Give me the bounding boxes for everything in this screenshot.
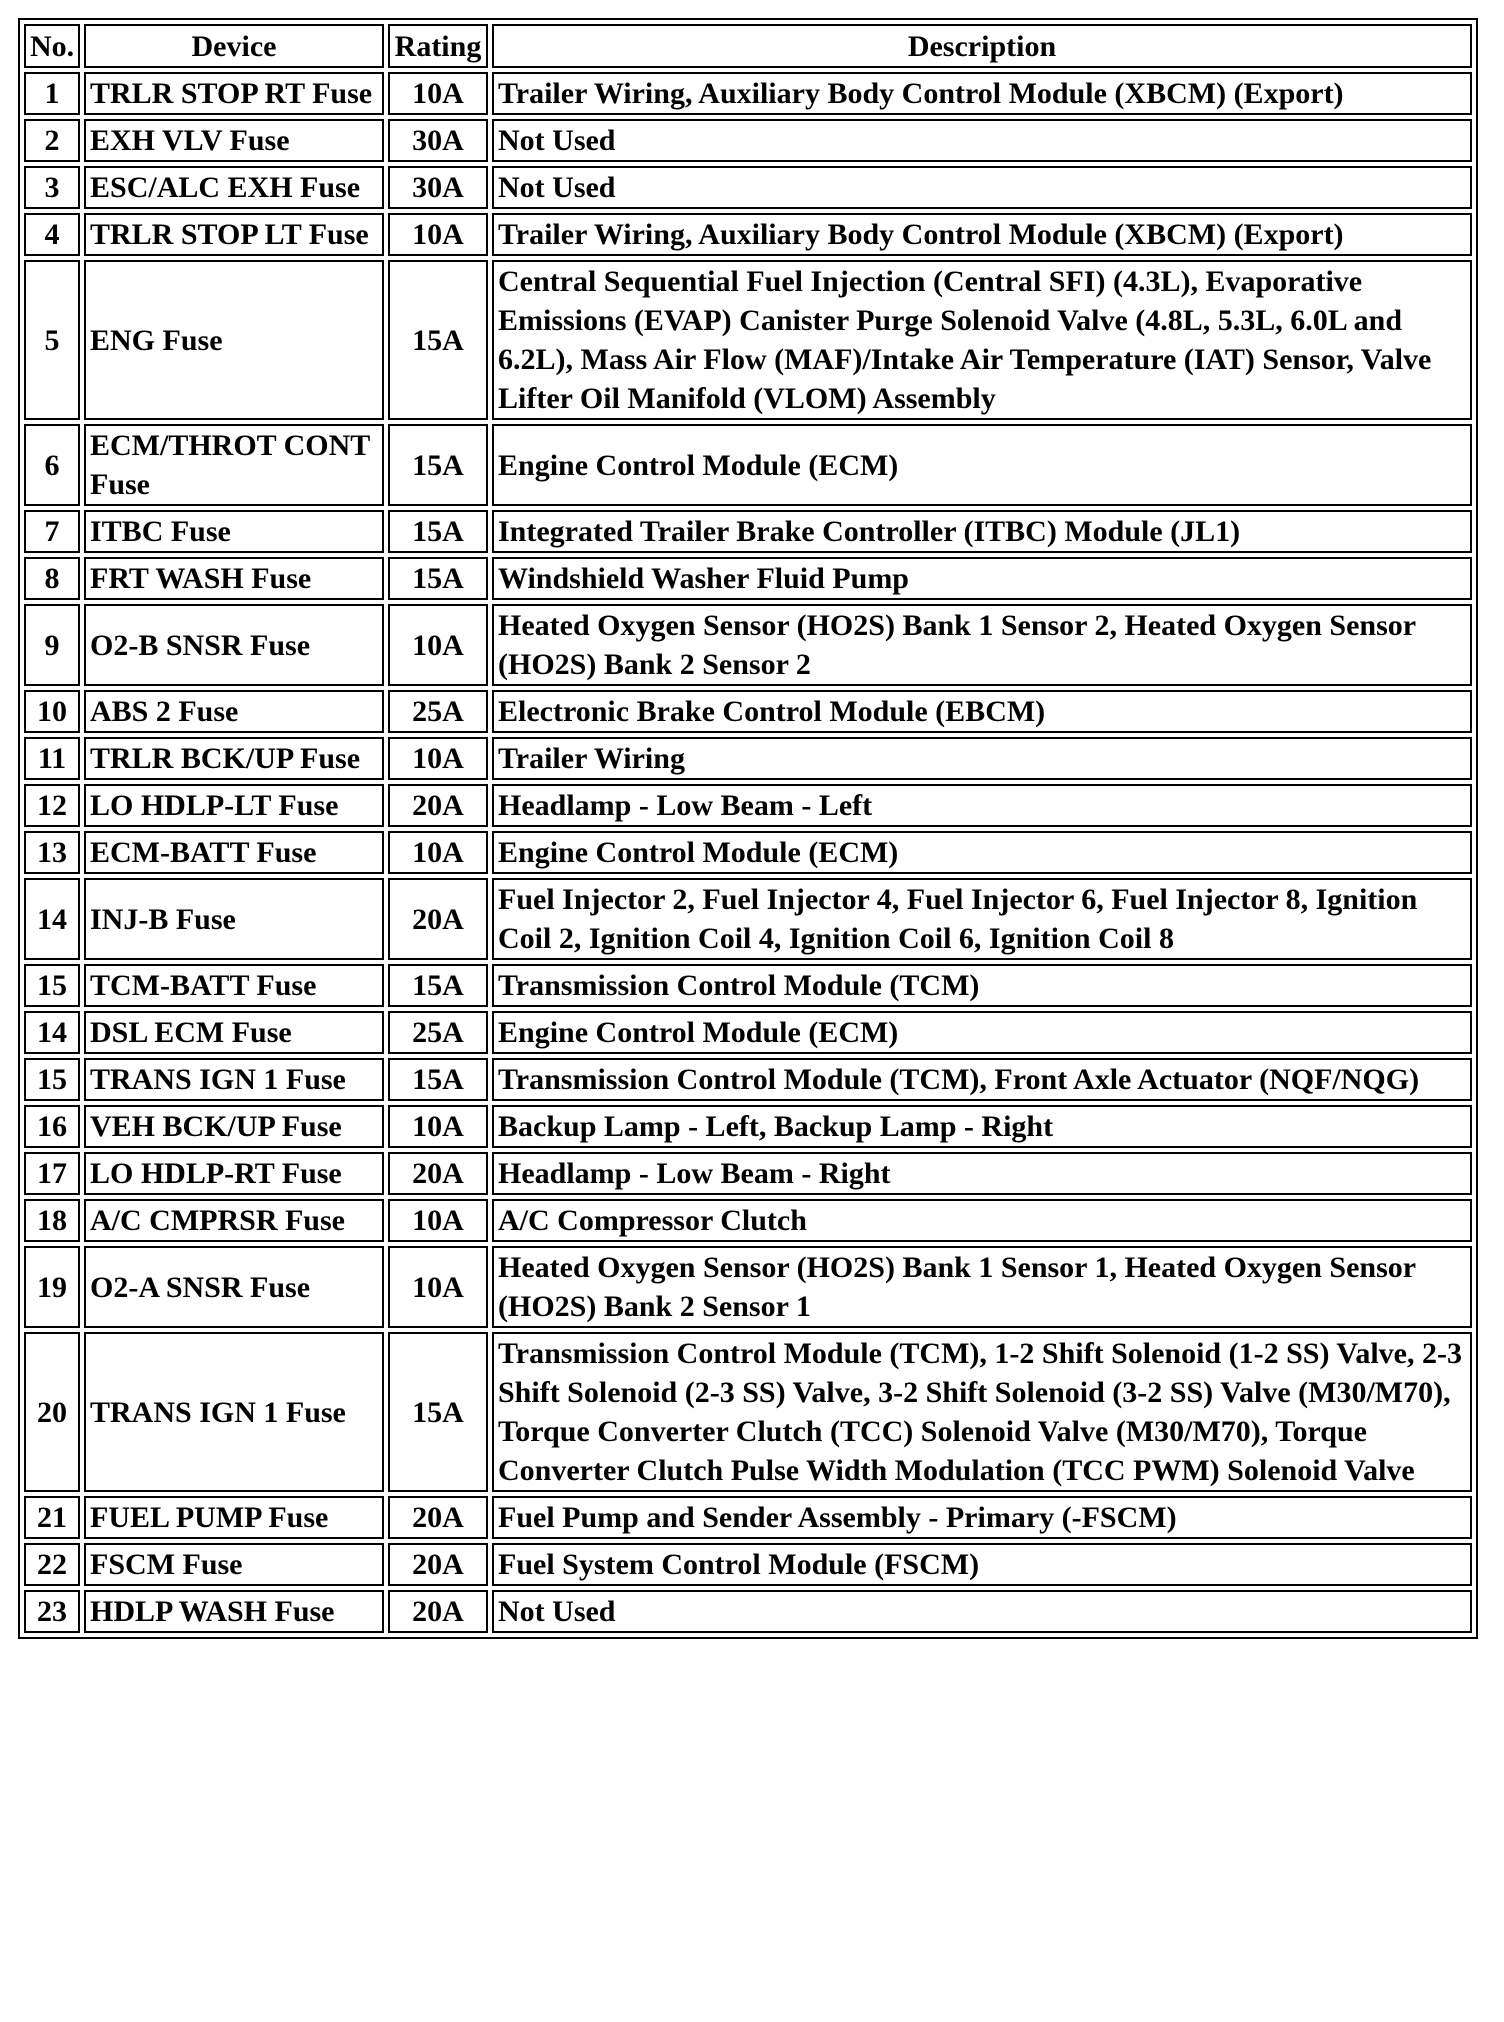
fuse-rating: 20A xyxy=(388,1152,488,1195)
device-name: INJ-B Fuse xyxy=(84,878,384,960)
device-name: TRANS IGN 1 Fuse xyxy=(84,1332,384,1492)
device-name: LO HDLP-LT Fuse xyxy=(84,784,384,827)
device-description: Headlamp - Low Beam - Right xyxy=(492,1152,1472,1195)
table-row xyxy=(24,784,1472,827)
fuse-table-container xyxy=(18,18,1478,1639)
device-name: FSCM Fuse xyxy=(84,1543,384,1586)
fuse-rating: 30A xyxy=(388,166,488,209)
fuse-rating: 15A xyxy=(388,260,488,420)
table-row xyxy=(24,1058,1472,1101)
fuse-rating: 15A xyxy=(388,1058,488,1101)
table-row xyxy=(24,119,1472,162)
device-description: Not Used xyxy=(492,166,1472,209)
row-number: 5 xyxy=(24,260,80,420)
row-number: 18 xyxy=(24,1199,80,1242)
table-row xyxy=(24,557,1472,600)
device-name: TRLR STOP RT Fuse xyxy=(84,72,384,115)
table-row xyxy=(24,1496,1472,1539)
device-name: FRT WASH Fuse xyxy=(84,557,384,600)
device-name: EXH VLV Fuse xyxy=(84,119,384,162)
fuse-rating: 10A xyxy=(388,72,488,115)
fuse-rating: 15A xyxy=(388,510,488,553)
row-number: 7 xyxy=(24,510,80,553)
fuse-rating: 20A xyxy=(388,1496,488,1539)
row-number: 15 xyxy=(24,964,80,1007)
device-description: Fuel Pump and Sender Assembly - Primary (-FSCM) xyxy=(492,1496,1472,1539)
fuse-table xyxy=(18,18,1478,1639)
device-name: HDLP WASH Fuse xyxy=(84,1590,384,1633)
device-description: Engine Control Module (ECM) xyxy=(492,831,1472,874)
row-number: 14 xyxy=(24,878,80,960)
fuse-rating: 15A xyxy=(388,964,488,1007)
device-name: VEH BCK/UP Fuse xyxy=(84,1105,384,1148)
table-row xyxy=(24,1246,1472,1328)
row-number: 19 xyxy=(24,1246,80,1328)
device-name: TRLR STOP LT Fuse xyxy=(84,213,384,256)
row-number: 3 xyxy=(24,166,80,209)
header-device: Device xyxy=(84,24,384,68)
device-name: ESC/ALC EXH Fuse xyxy=(84,166,384,209)
device-description: Headlamp - Low Beam - Left xyxy=(492,784,1472,827)
device-description: Engine Control Module (ECM) xyxy=(492,1011,1472,1054)
row-number: 4 xyxy=(24,213,80,256)
fuse-rating: 25A xyxy=(388,1011,488,1054)
row-number: 15 xyxy=(24,1058,80,1101)
table-row xyxy=(24,604,1472,686)
table-row xyxy=(24,1199,1472,1242)
header-rating: Rating xyxy=(388,24,488,68)
device-name: ABS 2 Fuse xyxy=(84,690,384,733)
device-name: LO HDLP-RT Fuse xyxy=(84,1152,384,1195)
device-description: Heated Oxygen Sensor (HO2S) Bank 1 Sensor 1, Heated Oxygen Sensor (HO2S) Bank 2 Sensor 1 xyxy=(492,1246,1472,1328)
device-name: FUEL PUMP Fuse xyxy=(84,1496,384,1539)
device-description: Engine Control Module (ECM) xyxy=(492,424,1472,506)
device-description: Trailer Wiring, Auxiliary Body Control Module (XBCM) (Export) xyxy=(492,213,1472,256)
device-description: Trailer Wiring, Auxiliary Body Control Module (XBCM) (Export) xyxy=(492,72,1472,115)
table-row xyxy=(24,424,1472,506)
device-description: Integrated Trailer Brake Controller (ITBC) Module (JL1) xyxy=(492,510,1472,553)
device-description: Windshield Washer Fluid Pump xyxy=(492,557,1472,600)
row-number: 1 xyxy=(24,72,80,115)
device-description: Not Used xyxy=(492,1590,1472,1633)
row-number: 20 xyxy=(24,1332,80,1492)
row-number: 22 xyxy=(24,1543,80,1586)
table-row xyxy=(24,737,1472,780)
device-name: ECM-BATT Fuse xyxy=(84,831,384,874)
table-row xyxy=(24,213,1472,256)
fuse-rating: 20A xyxy=(388,1590,488,1633)
table-row xyxy=(24,166,1472,209)
device-name: ENG Fuse xyxy=(84,260,384,420)
fuse-rating: 10A xyxy=(388,1246,488,1328)
device-description: Not Used xyxy=(492,119,1472,162)
row-number: 8 xyxy=(24,557,80,600)
table-row xyxy=(24,1332,1472,1492)
device-name: A/C CMPRSR Fuse xyxy=(84,1199,384,1242)
table-row xyxy=(24,831,1472,874)
table-row xyxy=(24,964,1472,1007)
fuse-rating: 10A xyxy=(388,1199,488,1242)
row-number: 17 xyxy=(24,1152,80,1195)
row-number: 23 xyxy=(24,1590,80,1633)
fuse-rating: 10A xyxy=(388,604,488,686)
fuse-rating: 20A xyxy=(388,1543,488,1586)
row-number: 13 xyxy=(24,831,80,874)
fuse-rating: 10A xyxy=(388,213,488,256)
table-row xyxy=(24,1105,1472,1148)
row-number: 6 xyxy=(24,424,80,506)
device-description: Transmission Control Module (TCM), Front Axle Actuator (NQF/NQG) xyxy=(492,1058,1472,1101)
device-description: Heated Oxygen Sensor (HO2S) Bank 1 Sensor 2, Heated Oxygen Sensor (HO2S) Bank 2 Sensor 2 xyxy=(492,604,1472,686)
fuse-rating: 25A xyxy=(388,690,488,733)
device-description: Transmission Control Module (TCM), 1-2 Shift Solenoid (1-2 SS) Valve, 2-3 Shift Solenoid (2-3 SS) Valve, 3-2 Shift Solenoid (3-2 SS) Valve (M30/M70), Torque Converter Clutch (TCC) Solenoid Valve (M30/M70), Torque Converter Clutch Pulse Width Modulation (TCC PWM) Solenoid Valve xyxy=(492,1332,1472,1492)
row-number: 16 xyxy=(24,1105,80,1148)
row-number: 12 xyxy=(24,784,80,827)
fuse-rating: 20A xyxy=(388,878,488,960)
device-description: Trailer Wiring xyxy=(492,737,1472,780)
row-number: 21 xyxy=(24,1496,80,1539)
table-row xyxy=(24,72,1472,115)
fuse-rating: 10A xyxy=(388,1105,488,1148)
table-row xyxy=(24,690,1472,733)
fuse-rating: 15A xyxy=(388,1332,488,1492)
table-row xyxy=(24,1590,1472,1633)
fuse-rating: 30A xyxy=(388,119,488,162)
row-number: 14 xyxy=(24,1011,80,1054)
table-row xyxy=(24,1152,1472,1195)
header-no: No. xyxy=(24,24,80,68)
table-row xyxy=(24,510,1472,553)
header-row xyxy=(24,24,1472,68)
device-name: TRLR BCK/UP Fuse xyxy=(84,737,384,780)
device-description: Fuel System Control Module (FSCM) xyxy=(492,1543,1472,1586)
table-row xyxy=(24,260,1472,420)
device-name: ITBC Fuse xyxy=(84,510,384,553)
device-name: DSL ECM Fuse xyxy=(84,1011,384,1054)
fuse-table-body xyxy=(24,72,1472,1633)
fuse-rating: 10A xyxy=(388,737,488,780)
row-number: 2 xyxy=(24,119,80,162)
device-name: O2-B SNSR Fuse xyxy=(84,604,384,686)
fuse-rating: 15A xyxy=(388,557,488,600)
row-number: 11 xyxy=(24,737,80,780)
device-description: Backup Lamp - Left, Backup Lamp - Right xyxy=(492,1105,1472,1148)
device-description: Electronic Brake Control Module (EBCM) xyxy=(492,690,1472,733)
device-description: Transmission Control Module (TCM) xyxy=(492,964,1472,1007)
table-row xyxy=(24,1543,1472,1586)
device-name: ECM/THROT CONT Fuse xyxy=(84,424,384,506)
fuse-rating: 15A xyxy=(388,424,488,506)
fuse-rating: 20A xyxy=(388,784,488,827)
device-name: TCM-BATT Fuse xyxy=(84,964,384,1007)
device-description: A/C Compressor Clutch xyxy=(492,1199,1472,1242)
table-row xyxy=(24,1011,1472,1054)
row-number: 10 xyxy=(24,690,80,733)
table-row xyxy=(24,878,1472,960)
device-description: Fuel Injector 2, Fuel Injector 4, Fuel Injector 6, Fuel Injector 8, Ignition Coil 2, Ignition Coil 4, Ignition Coil 6, Ignition Coil 8 xyxy=(492,878,1472,960)
device-name: TRANS IGN 1 Fuse xyxy=(84,1058,384,1101)
device-description: Central Sequential Fuel Injection (Central SFI) (4.3L), Evaporative Emissions (EVAP) Canister Purge Solenoid Valve (4.8L, 5.3L, 6.0L and 6.2L), Mass Air Flow (MAF)/Intake Air Temperature (IAT) Sensor, Valve Lifter Oil Manifold (VLOM) Assembly xyxy=(492,260,1472,420)
header-description: Description xyxy=(492,24,1472,68)
fuse-rating: 10A xyxy=(388,831,488,874)
row-number: 9 xyxy=(24,604,80,686)
device-name: O2-A SNSR Fuse xyxy=(84,1246,384,1328)
